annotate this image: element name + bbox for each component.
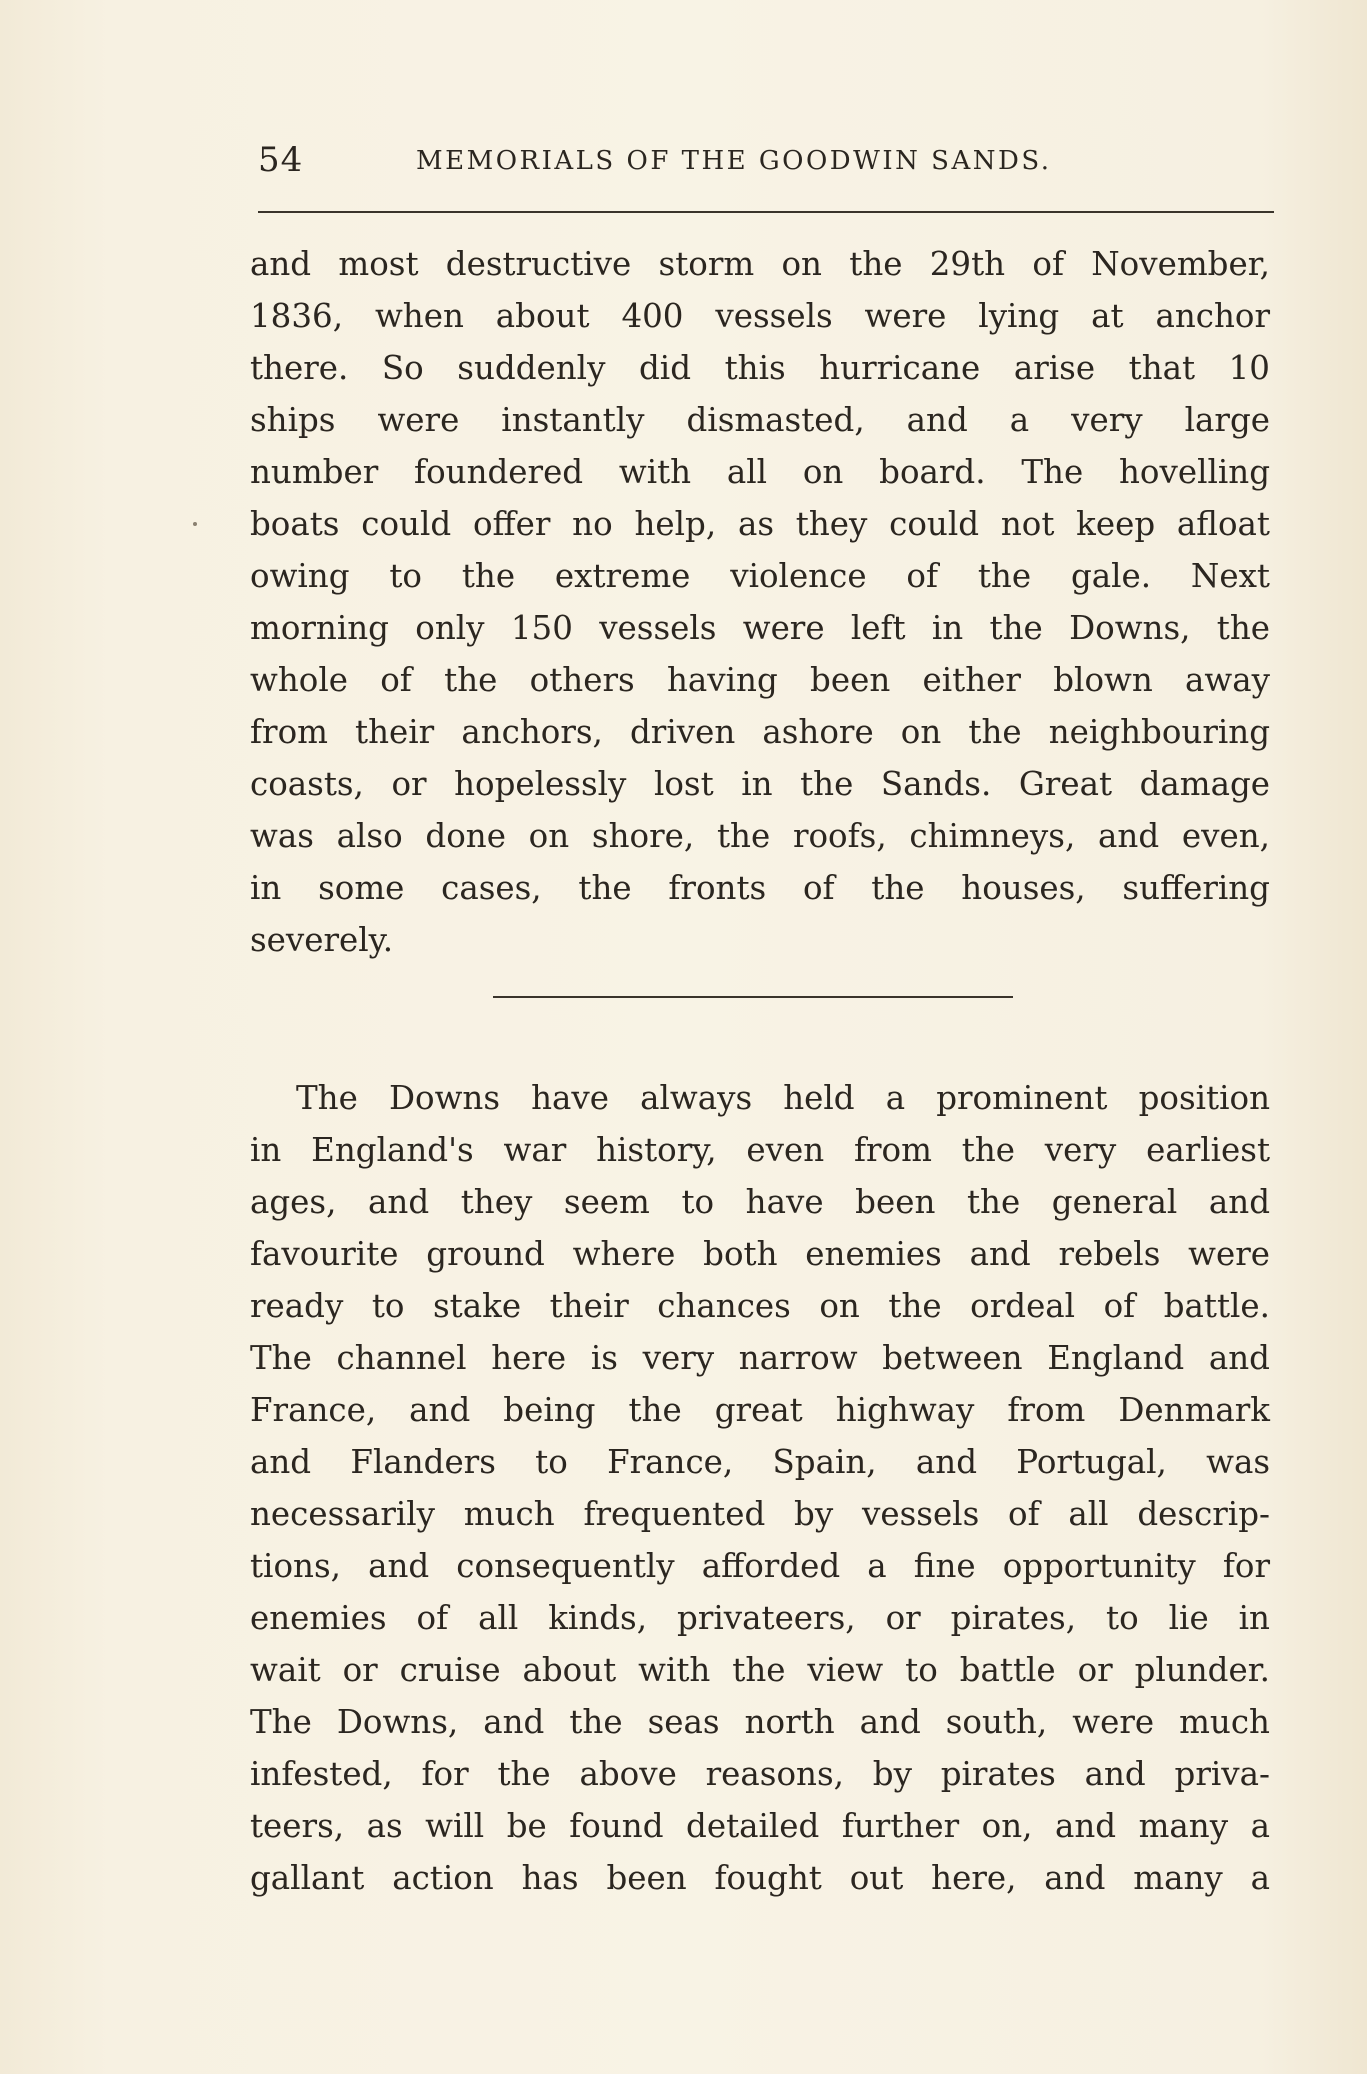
header-rule bbox=[258, 211, 1274, 213]
text-line: ages, and they seem to have been the general and bbox=[250, 1183, 1270, 1221]
text-line: infested, for the above reasons, by pirates and priva- bbox=[250, 1755, 1270, 1793]
text-line: The Downs have always held a prominent position bbox=[296, 1079, 1270, 1117]
text-line: tions, and consequently afforded a fine opportunity for bbox=[250, 1547, 1270, 1585]
text-line: boats could offer no help, as they could not keep afloat bbox=[250, 505, 1270, 543]
text-line: owing to the extreme violence of the gale. Next bbox=[250, 557, 1270, 595]
text-line: 1836, when about 400 vessels were lying at anchor bbox=[250, 297, 1270, 335]
text-line: ships were instantly dismasted, and a very large bbox=[250, 401, 1270, 439]
section-divider bbox=[493, 996, 1013, 998]
text-line: and most destructive storm on the 29th of November, bbox=[250, 245, 1270, 283]
text-line: The channel here is very narrow between England and bbox=[250, 1339, 1270, 1377]
text-line: whole of the others having been either blown away bbox=[250, 661, 1270, 699]
paragraph-downs bbox=[250, 1072, 1270, 1904]
text-line: and Flanders to France, Spain, and Portugal, was bbox=[250, 1443, 1270, 1481]
text-line: was also done on shore, the roofs, chimneys, and even, bbox=[250, 817, 1270, 855]
text-line: gallant action has been fought out here, and many a bbox=[250, 1859, 1270, 1897]
text-line: severely. bbox=[250, 921, 394, 959]
text-line: wait or cruise about with the view to battle or plunder. bbox=[250, 1651, 1270, 1689]
text-line: The Downs, and the seas north and south, were much bbox=[250, 1703, 1270, 1741]
margin-mark bbox=[193, 522, 197, 526]
page-header bbox=[258, 140, 1274, 190]
text-line: coasts, or hopelessly lost in the Sands. Great damage bbox=[250, 765, 1270, 803]
text-line: morning only 150 vessels were left in the Downs, the bbox=[250, 609, 1270, 647]
text-line: there. So suddenly did this hurricane arise that 10 bbox=[250, 349, 1270, 387]
text-line: France, and being the great highway from Denmark bbox=[250, 1391, 1270, 1429]
paragraph-storm bbox=[250, 238, 1270, 966]
text-line: from their anchors, driven ashore on the neighbouring bbox=[250, 713, 1270, 751]
text-line: favourite ground where both enemies and rebels were bbox=[250, 1235, 1270, 1273]
text-line: ready to stake their chances on the ordeal of battle. bbox=[250, 1287, 1270, 1325]
text-line: teers, as will be found detailed further on, and many a bbox=[250, 1807, 1270, 1845]
running-title: MEMORIALS OF THE GOODWIN SANDS. bbox=[416, 146, 1052, 176]
text-line: in some cases, the fronts of the houses, suffering bbox=[250, 869, 1270, 907]
page-number: 54 bbox=[258, 140, 304, 180]
text-line: number foundered with all on board. The hovelling bbox=[250, 453, 1270, 491]
text-line: enemies of all kinds, privateers, or pirates, to lie in bbox=[250, 1599, 1270, 1637]
text-line: in England's war history, even from the very earliest bbox=[250, 1131, 1270, 1169]
text-line: necessarily much frequented by vessels of all descrip- bbox=[250, 1495, 1270, 1533]
